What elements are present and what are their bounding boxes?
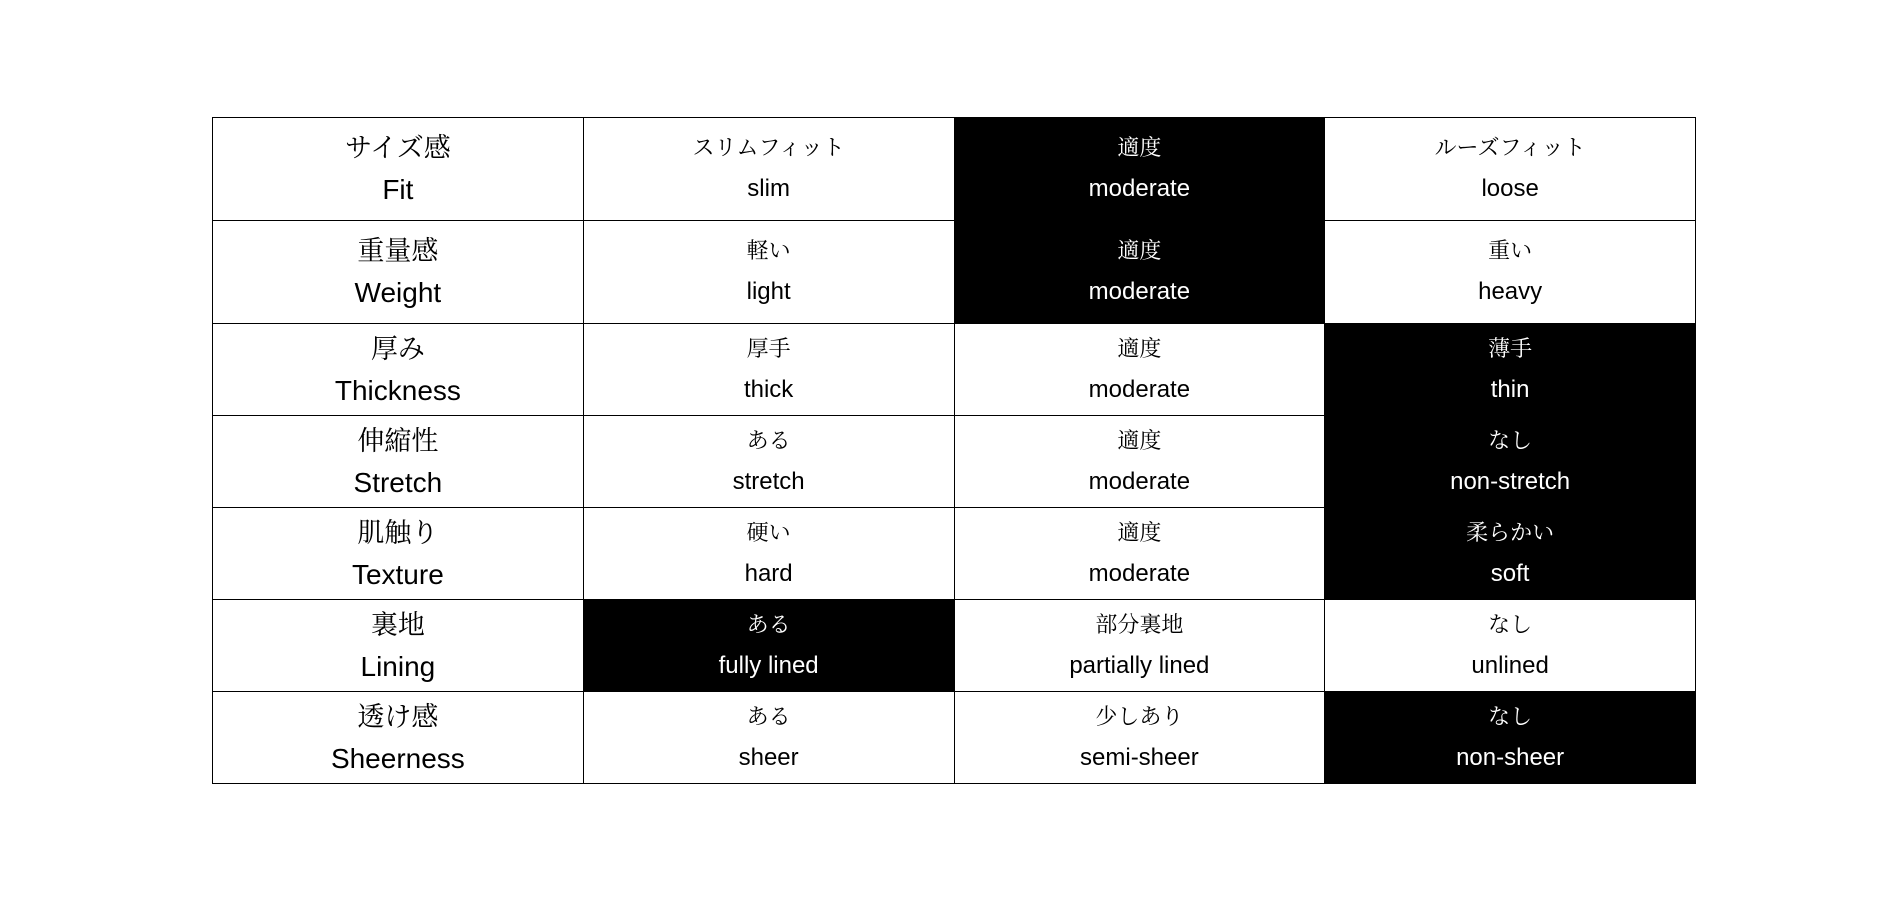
option-en: light <box>746 278 791 305</box>
label-en: Thickness <box>334 374 461 406</box>
spec-row-weight <box>213 221 1696 324</box>
option-cell <box>1325 600 1696 692</box>
option-cell <box>954 221 1325 324</box>
option-cell <box>1325 118 1696 221</box>
row-label <box>213 508 584 600</box>
option-cell <box>583 692 954 784</box>
row-label <box>213 221 584 324</box>
option-cell <box>583 118 954 221</box>
spec-row-lining <box>213 600 1696 692</box>
option-cell <box>583 600 954 692</box>
option-en: moderate <box>1088 467 1191 495</box>
option-en: non-stretch <box>1450 467 1571 495</box>
option-cell <box>954 692 1325 784</box>
option-cell <box>1325 324 1696 416</box>
label-en: Weight <box>354 277 442 308</box>
option-en: moderate <box>1088 175 1191 202</box>
option-cell <box>583 221 954 324</box>
option-en: heavy <box>1478 278 1543 305</box>
spec-row-fit <box>213 118 1696 221</box>
option-en: unlined <box>1471 651 1549 679</box>
spec-row-texture <box>213 508 1696 600</box>
spec-row-sheerness <box>213 692 1696 784</box>
option-jp: 硬い <box>746 519 791 545</box>
row-label <box>213 692 584 784</box>
option-en: loose <box>1481 175 1539 202</box>
option-cell <box>1325 416 1696 508</box>
row-label <box>213 118 584 221</box>
option-en: non-sheer <box>1456 743 1565 771</box>
option-en: thick <box>743 375 794 403</box>
option-jp: 軽い <box>746 238 791 263</box>
option-jp: 部分裏地 <box>1095 611 1184 637</box>
option-jp: 適度 <box>1117 135 1162 160</box>
option-cell <box>954 416 1325 508</box>
option-en: hard <box>744 559 793 587</box>
option-cell <box>954 118 1325 221</box>
option-en: sheer <box>738 743 799 771</box>
option-jp: なし <box>1488 427 1533 453</box>
option-jp: 少しあり <box>1095 703 1184 729</box>
option-jp: ある <box>746 611 791 637</box>
option-jp: 重い <box>1488 238 1533 263</box>
option-jp: 適度 <box>1117 519 1162 545</box>
option-cell <box>954 324 1325 416</box>
label-jp: 裏地 <box>370 609 425 640</box>
option-en: partially lined <box>1069 651 1210 679</box>
option-jp: 適度 <box>1117 335 1162 361</box>
option-cell <box>954 508 1325 600</box>
option-jp: スリムフィット <box>692 135 845 160</box>
label-en: Fit <box>382 174 414 205</box>
option-jp: 適度 <box>1117 427 1162 453</box>
label-en: Stretch <box>353 466 443 498</box>
option-en: thin <box>1490 375 1530 403</box>
option-jp: なし <box>1488 611 1533 637</box>
option-cell <box>583 416 954 508</box>
label-jp: 伸縮性 <box>357 425 439 456</box>
option-jp: 適度 <box>1117 238 1162 263</box>
option-cell <box>583 508 954 600</box>
option-en: moderate <box>1088 375 1191 403</box>
option-cell <box>583 324 954 416</box>
label-en: Sheerness <box>330 742 465 774</box>
option-cell <box>1325 692 1696 784</box>
option-jp: ルーズフィット <box>1434 135 1586 160</box>
label-en: Lining <box>360 650 436 682</box>
label-jp: 重量感 <box>357 236 439 266</box>
label-jp: 透け感 <box>357 701 439 732</box>
option-jp: なし <box>1488 703 1533 729</box>
spec-row-stretch <box>213 416 1696 508</box>
option-jp: 厚手 <box>746 335 791 361</box>
option-en: fully lined <box>718 651 819 679</box>
option-jp: 柔らかい <box>1466 519 1555 545</box>
option-en: soft <box>1490 559 1530 587</box>
option-jp: ある <box>746 427 791 453</box>
label-jp: サイズ感 <box>344 133 451 163</box>
option-cell <box>1325 508 1696 600</box>
option-en: slim <box>747 175 790 202</box>
label-jp: 厚み <box>370 333 425 364</box>
option-cell <box>954 600 1325 692</box>
row-label <box>213 416 584 508</box>
option-en: semi-sheer <box>1080 743 1199 771</box>
option-en: moderate <box>1088 559 1191 587</box>
garment-spec-table <box>212 117 1696 784</box>
spec-row-thickness <box>213 324 1696 416</box>
row-label <box>213 600 584 692</box>
option-jp: ある <box>746 703 791 729</box>
option-cell <box>1325 221 1696 324</box>
option-jp: 薄手 <box>1488 335 1533 361</box>
row-label <box>213 324 584 416</box>
option-en: moderate <box>1088 278 1191 305</box>
label-jp: 肌触り <box>357 517 439 548</box>
option-en: stretch <box>732 467 805 495</box>
label-en: Texture <box>351 558 444 590</box>
